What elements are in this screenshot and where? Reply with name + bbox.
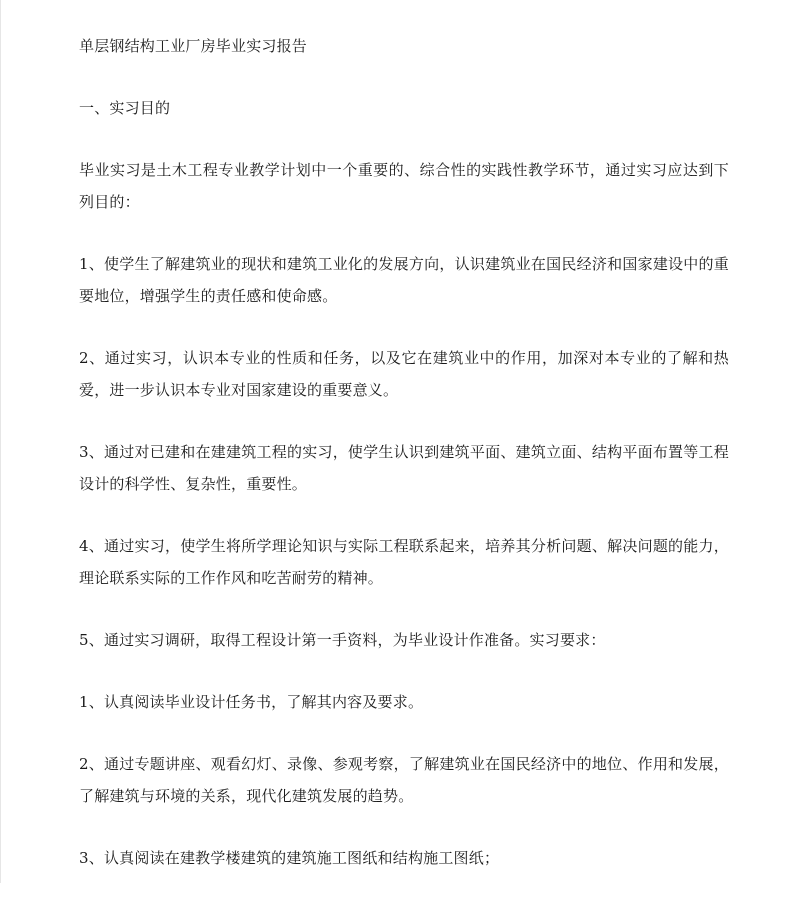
document-body: [79, 30, 729, 904]
paragraph-item-2: 2、通过实习，认识本专业的性质和任务，以及它在建筑业中的作用，加深对本专业的了解和热爱，进一步认识本专业对国家建设的重要意义。: [79, 349, 729, 399]
paragraph-item-5: 5、通过实习调研，取得工程设计第一手资料，为毕业设计作准备。实习要求：: [79, 631, 606, 649]
paragraph-intro: 毕业实习是土木工程专业教学计划中一个重要的、综合性的实践性教学环节，通过实习应达到下列目的：: [79, 161, 729, 211]
requirement-item-3: 3、认真阅读在建教学楼建筑的建筑施工图纸和结构施工图纸；: [79, 849, 500, 867]
requirement-item-1: 1、认真阅读毕业设计任务书，了解其内容及要求。: [79, 693, 424, 711]
paragraph-item-4: 4、通过实习，使学生将所学理论知识与实际工程联系起来，培养其分析问题、解决问题的能力，理论联系实际的工作作风和吃苦耐劳的精神。: [79, 537, 729, 587]
paragraph-item-1: 1、使学生了解建筑业的现状和建筑工业化的发展方向，认识建筑业在国民经济和国家建设中的重要地位，增强学生的责任感和使命感。: [79, 255, 729, 305]
document-title: 单层钢结构工业厂房毕业实习报告: [79, 37, 308, 55]
requirement-item-2: 2、通过专题讲座、观看幻灯、录像、参观考察，了解建筑业在国民经济中的地位、作用和发展，了解建筑与环境的关系，现代化建筑发展的趋势。: [79, 755, 729, 805]
section-heading: 一、实习目的: [79, 99, 171, 117]
paragraph-item-3: 3、通过对已建和在建建筑工程的实习，使学生认识到建筑平面、建筑立面、结构平面布置等工程设计的科学性、复杂性，重要性。: [79, 443, 729, 493]
